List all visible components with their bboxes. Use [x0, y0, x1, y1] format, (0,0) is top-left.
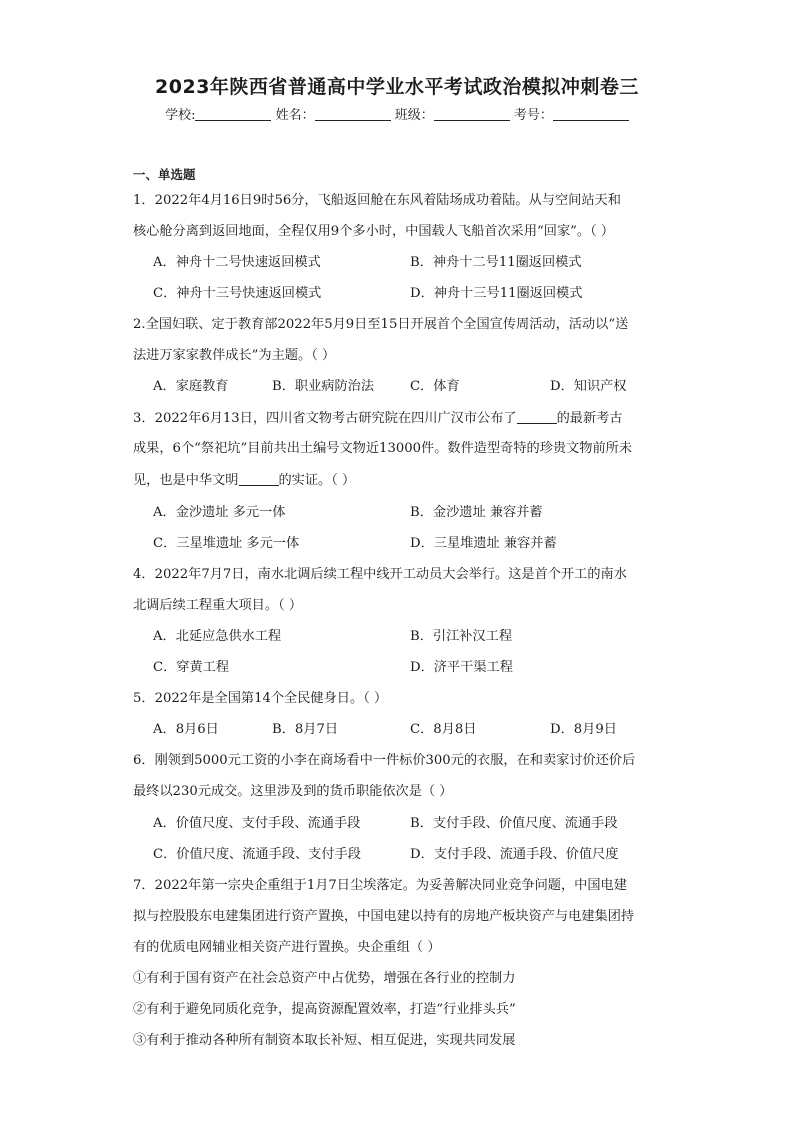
- question-3-line-2: 成果，6个“祭祀坑”目前共出土编号文物近13000件。数件造型奇特的珍贵文物前所未: [133, 441, 633, 456]
- question-5-option-c[interactable]: C．8月8日: [410, 722, 477, 737]
- question-3-line-3: [133, 471, 355, 490]
- question-5-option-b[interactable]: B．8月7日: [272, 722, 339, 737]
- question-6-option-d[interactable]: D．支付手段、流通手段、价值尺度: [410, 847, 619, 862]
- question-4-line-2: 北调后续工程重大项目。（ ）: [133, 598, 303, 613]
- question-2-option-d[interactable]: D．知识产权: [550, 379, 627, 394]
- question-5-line-1: 5．2022年是全国第14个全民健身日。（ ）: [133, 691, 388, 706]
- question-2-option-c[interactable]: C．体育: [410, 379, 460, 394]
- question-3-option-a[interactable]: A．金沙遗址 多元一体: [153, 505, 286, 520]
- number-blank[interactable]: [553, 106, 629, 121]
- question-1-option-c[interactable]: C．神舟十三号快速返回模式: [153, 286, 322, 301]
- question-1-option-d[interactable]: D．神舟十三号11圈返回模式: [410, 286, 583, 301]
- question-3-line-1-part-b: 的最新考古: [556, 411, 623, 426]
- question-7-statement-3: ③有利于推动各种所有制资本取长补短、相互促进，实现共同发展: [133, 1033, 516, 1048]
- name-blank[interactable]: [315, 106, 391, 121]
- name-label: 姓名：: [275, 108, 315, 123]
- class-label: 班级：: [394, 108, 434, 123]
- student-info-line: [0, 104, 794, 123]
- question-6-option-b[interactable]: B．支付手段、价值尺度、流通手段: [410, 816, 618, 831]
- question-2-line-2: 法进万家家教伴成长”为主题。（ ）: [133, 348, 336, 363]
- question-6-line-2: 最终以230元成交。这里涉及到的货币职能依次是（ ）: [133, 784, 453, 799]
- question-4-line-1: 4．2022年7月7日，南水北调后续工程中线开工动员大会举行。这是首个开工的南水: [133, 567, 627, 582]
- question-1-line-2: 核心舱分离到返回地面，全程仅用9个多小时，中国载人飞船首次采用“回家”。（ ）: [133, 224, 615, 239]
- question-1-line-1: 1．2022年4月16日9时56分，飞船返回舱在东风着陆场成功着陆。从与空间站天和: [133, 193, 621, 208]
- question-2-line-1: 2.全国妇联、定于教育部2022年5月9日至15日开展首个全国宣传周活动，活动以“送: [133, 317, 629, 332]
- question-3-option-c[interactable]: C．三星堆遗址 多元一体: [153, 536, 300, 551]
- question-3-blank-2[interactable]: [239, 471, 279, 486]
- question-7-statement-2: ②有利于避免同质化竞争，提高资源配置效率，打造“行业排头兵”: [133, 1002, 516, 1017]
- question-3-option-d[interactable]: D．三星堆遗址 兼容并蓄: [410, 536, 557, 551]
- exam-title: 2023年陕西省普通高中学业水平考试政治模拟冲刺卷三: [155, 76, 639, 98]
- question-7-line-2: 拟与控股股东电建集团进行资产置换，中国电建以持有的房地产板块资产与电建集团持: [133, 909, 635, 924]
- question-4-option-a[interactable]: A．北延应急供水工程: [153, 629, 282, 644]
- school-blank[interactable]: [195, 106, 271, 121]
- question-6-line-1: 6．刚领到5000元工资的小李在商场看中一件标价300元的衣服，在和卖家讨价还价后: [133, 753, 636, 768]
- question-2-option-a[interactable]: A．家庭教育: [153, 379, 229, 394]
- question-2-option-b[interactable]: B．职业病防治法: [272, 379, 375, 394]
- question-4-option-b[interactable]: B．引江补汉工程: [410, 629, 513, 644]
- question-7-statement-1: ①有利于国有资产在社会总资产中占优势，增强在各行业的控制力: [133, 971, 516, 986]
- question-3-line-3-part-a: 见，也是中华文明: [133, 473, 239, 488]
- question-3-line-1-part-a: 3．2022年6月13日，四川省文物考古研究院在四川广汉市公布了: [133, 411, 517, 426]
- question-7-line-3: 有的优质电网辅业相关资产进行置换。央企重组（ ）: [133, 940, 441, 955]
- question-7-line-1: 7．2022年第一宗央企重组于1月7日尘埃落定。为妥善解决同业竞争问题，中国电建: [133, 878, 627, 893]
- question-3-blank-1[interactable]: [517, 409, 557, 424]
- question-3-line-1: [133, 409, 623, 428]
- number-label: 考号：: [513, 108, 553, 123]
- class-blank[interactable]: [434, 106, 510, 121]
- question-6-option-c[interactable]: C．价值尺度、流通手段、支付手段: [153, 847, 361, 862]
- question-5-option-d[interactable]: D．8月9日: [550, 722, 617, 737]
- question-6-option-a[interactable]: A．价值尺度、支付手段、流通手段: [153, 816, 361, 831]
- question-1-option-a[interactable]: A．神舟十二号快速返回模式: [153, 255, 321, 270]
- question-1-option-b[interactable]: B．神舟十二号11圈返回模式: [410, 255, 582, 270]
- question-4-option-d[interactable]: D．济平干渠工程: [410, 660, 513, 675]
- school-label: 学校:: [165, 108, 196, 123]
- question-3-option-b[interactable]: B．金沙遗址 兼容并蓄: [410, 505, 543, 520]
- question-3-line-3-part-b: 的实证。（ ）: [278, 473, 356, 488]
- question-4-option-c[interactable]: C．穿黄工程: [153, 660, 230, 675]
- section-heading: 一、单选题: [133, 167, 196, 182]
- question-5-option-a[interactable]: A．8月6日: [153, 722, 219, 737]
